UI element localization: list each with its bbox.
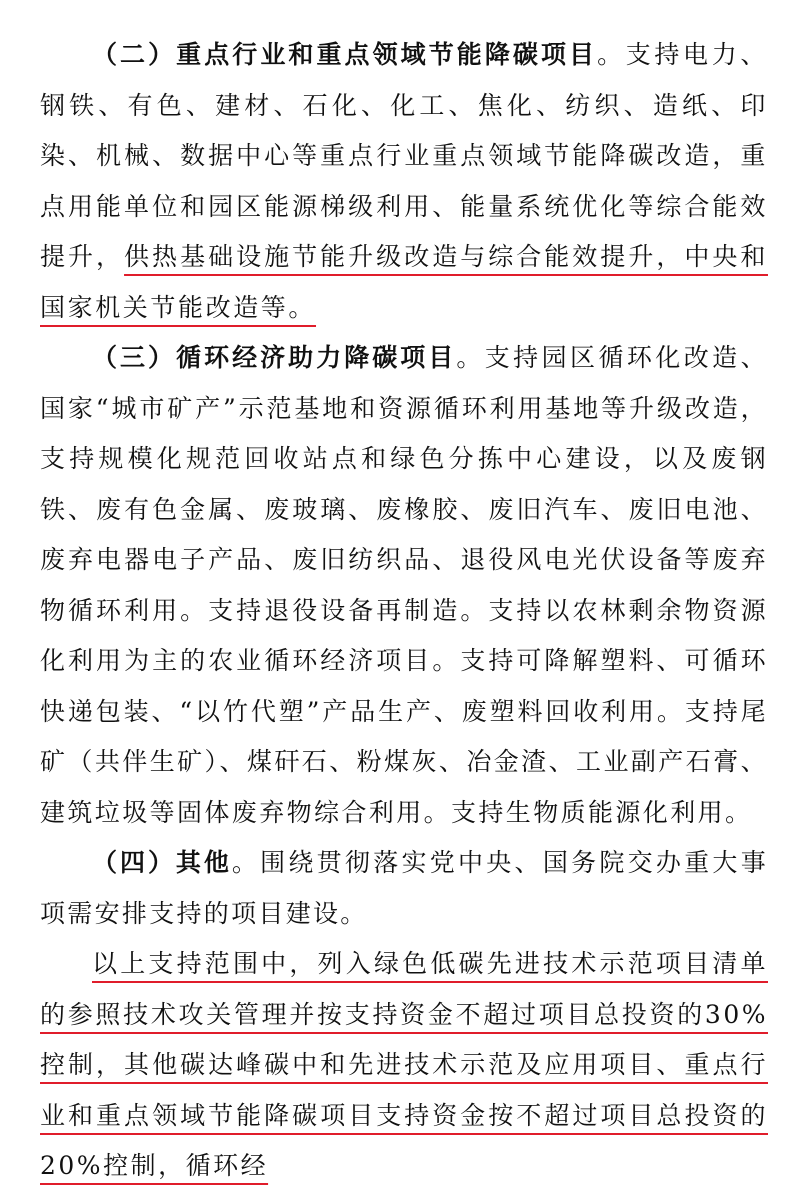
underlined-text-heating: 供热基础设施节能升级改造与综合能效提升，中央和国家机关节能改造等。 [40, 242, 768, 322]
document-page [40, 30, 768, 1192]
heading-key-industries: （二）重点行业和重点领域节能降碳项目 [92, 40, 598, 69]
paragraph-other [40, 838, 768, 939]
heading-circular-economy: （三）循环经济助力降碳项目 [92, 343, 457, 372]
paragraph-circular-economy [40, 333, 768, 838]
paragraph-funding-limits [40, 939, 768, 1192]
body-key-industries: 。支持电力、钢铁、有色、建材、石化、化工、焦化、纺织、造纸、印染、机械、数据中心等重点行业重点领域节能降碳改造，重点用能单位和园区能源梯级利用、能量系统优化等综合能效提升， [40, 40, 768, 271]
body-circular-economy: 。支持园区循环化改造、国家“城市矿产”示范基地和资源循环利用基地等升级改造，支持规模化规范回收站点和绿色分拣中心建设，以及废钢铁、废有色金属、废玻璃、废橡胶、废旧汽车、废旧电池、废弃电器电子产品、废旧纺织品、退役风电光伏设备等废弃物循环利用。支持退役设备再制造。支持以农林剩余物资源化利用为主的农业循环经济项目。支持可降解塑料、可循环快递包装、“以竹代塑”产品生产、废塑料回收利用。支持尾矿（共伴生矿）、煤矸石、粉煤灰、冶金渣、工业副产石膏、建筑垃圾等固体废弃物综合利用。支持生物质能源化利用。 [40, 343, 768, 827]
heading-other: （四）其他 [92, 848, 232, 877]
paragraph-key-industries [40, 30, 768, 333]
body-other: 。围绕贯彻落实党中央、国务院交办重大事项需安排支持的项目建设。 [40, 848, 768, 928]
underlined-text-funding: 以上支持范围中，列入绿色低碳先进技术示范项目清单的参照技术攻关管理并按支持资金不超过项目总投资的30%控制，其他碳达峰碳中和先进技术示范及应用项目、重点行业和重点领域节能降碳项目支持资金按不超过项目总投资的20%控制，循环经 [40, 949, 768, 1180]
